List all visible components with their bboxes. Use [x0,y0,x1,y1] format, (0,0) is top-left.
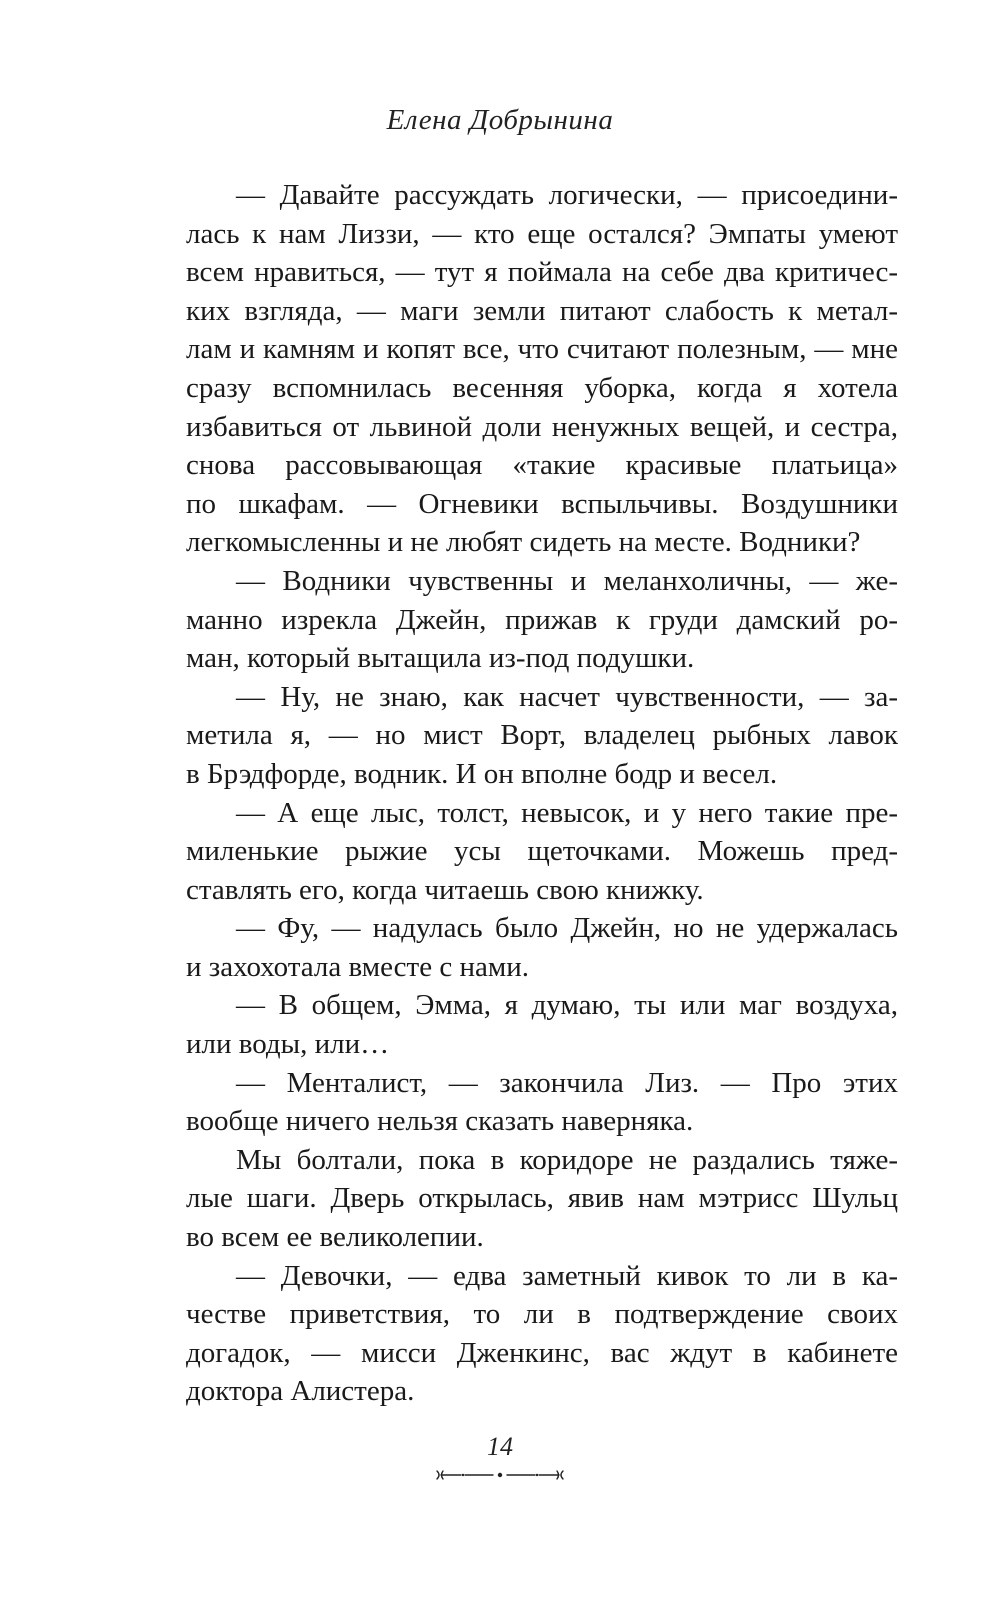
page-footer [0,1432,1000,1484]
text-line: вообще ничего нельзя сказать наверняка. [186,1105,694,1138]
text-line: ставлять его, когда читаешь свою книжку. [186,873,704,906]
text-line: догадок, — мисси Дженкинс, вас ждут в кабинете [186,1336,898,1369]
text-line: честве приветствия, то ли в подтверждение своих [186,1298,898,1331]
text-line: — Давайте рассуждать логически, — присоедини- [236,179,898,211]
text-line: в Брэдфорде, водник. И он вполне бодр и весел. [186,757,778,790]
text-line: — Фу, — надулась было Джейн, но не удержалась [236,912,898,945]
text-line: — В общем, Эмма, я думаю, ты или маг воздуха, [236,989,898,1022]
text-line: лам и камням и копят все, что считают полезным, — мне [186,333,898,366]
text-line: метила я, — но мист Ворт, владелец рыбных лавок [186,719,898,752]
vine-flourish-icon [435,1466,565,1484]
text-line: — А еще лыс, толст, невысок, и у него такие пре- [236,796,898,829]
text-line: — Девочки, — едва заметный кивок то ли в ка- [236,1259,898,1292]
text-line: всем нравиться, — тут я поймала на себе два критичес- [186,256,898,289]
text-line: избавиться от львиной доли ненужных вещей, и сестра, [186,410,898,443]
text-line: по шкафам. — Огневики вспыльчивы. Воздушники [186,487,898,520]
text-line: — Водники чувственны и меланхоличны, — же- [236,564,898,597]
text-line: ких взгляда, — маги земли питают слабость к метал- [186,294,898,327]
text-line: — Ну, не знаю, как насчет чувственности, — за- [236,680,898,713]
text-line: — Менталист, — закончила Лиз. — Про этих [236,1066,898,1099]
page-number: 14 [487,1432,513,1461]
text-line: и захохотала вместе с нами. [186,950,529,983]
body-text [186,176,898,1411]
text-line: ман, который вытащила из-под подушки. [186,642,695,675]
text-line: доктора Алистера. [186,1375,415,1408]
text-line: снова рассовывающая «такие красивые платьица» [186,449,898,482]
text-line: манно изрекла Джейн, прижав к груди дамский ро- [186,603,898,636]
text-line: сразу вспомнилась весенняя уборка, когда я хотела [186,371,898,404]
text-line: лые шаги. Дверь открылась, явив нам мэтрисс Шульц [186,1182,898,1215]
text-line: миленькие рыжие усы щеточками. Можешь пред- [186,835,898,868]
running-head: Елена Добрынина [386,104,614,136]
text-line: Мы болтали, пока в коридоре не раздались тяже- [236,1143,898,1176]
text-line: лась к нам Лиззи, — кто еще остался? Эмпаты умеют [186,217,898,250]
text-line: во всем ее великолепии. [186,1221,484,1254]
text-line: легкомысленны и не любят сидеть на месте. Водники? [186,526,861,559]
text-line: или воды, или… [186,1028,390,1061]
